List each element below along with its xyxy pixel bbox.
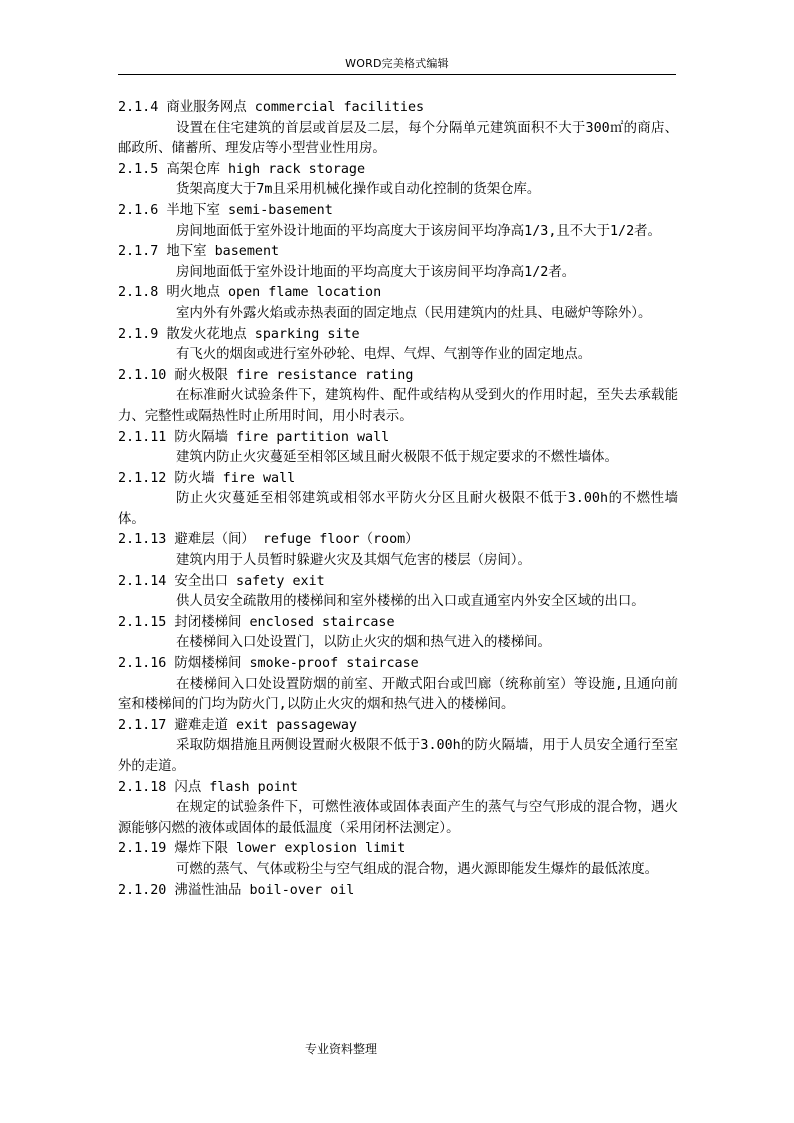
term-heading: 2.1.8 明火地点 open flame location [118, 285, 382, 301]
entry [118, 839, 678, 880]
entry [118, 366, 678, 428]
term-heading: 2.1.17 避难走道 exit passageway [118, 717, 357, 733]
term-heading: 2.1.20 沸溢性油品 boil-over oil [118, 882, 355, 898]
entry [118, 778, 678, 840]
term-definition: 在标准耐火试验条件下，建筑构件、配件或结构从受到火的作用时起，至失去承载能力、完整性或隔热性时止所用时间，用小时表示。 [118, 388, 678, 424]
term-heading: 2.1.10 耐火极限 fire resistance rating [118, 367, 414, 383]
entry [118, 283, 678, 324]
term-definition: 建筑内用于人员暂时躲避火灾及其烟气危害的楼层（房间）。 [176, 553, 531, 569]
term-definition: 有飞火的烟囱或进行室外砂轮、电焊、气焊、气割等作业的固定地点。 [176, 347, 592, 363]
term-definition: 采取防烟措施且两侧设置耐火极限不低于3.00h的防火隔墙，用于人员安全通行至室外的走道。 [118, 738, 678, 774]
term-heading: 2.1.16 防烟楼梯间 smoke-proof staircase [118, 656, 419, 672]
term-heading: 2.1.14 安全出口 safety exit [118, 573, 325, 589]
entry [118, 654, 678, 716]
entry [118, 572, 678, 613]
entry [118, 530, 678, 571]
term-heading: 2.1.15 封闭楼梯间 enclosed staircase [118, 614, 395, 630]
entry [118, 201, 678, 242]
term-heading: 2.1.4 商业服务网点 commercial facilities [118, 100, 425, 115]
entry [118, 160, 678, 201]
term-heading: 2.1.12 防火墙 fire wall [118, 470, 296, 486]
term-definition: 防止火灾蔓延至相邻建筑或相邻水平防火分区且耐火极限不低于3.00h的不燃性墙体。 [118, 491, 678, 527]
term-definition: 在楼梯间入口处设置防烟的前室、开敞式阳台或凹廊（统称前室）等设施,且通向前室和楼梯间的门均为防火门,以防止火灾的烟和热气进入的楼梯间。 [118, 676, 678, 713]
term-definition: 在规定的试验条件下，可燃性液体或固体表面产生的蒸气与空气形成的混合物，遇火源能够闪燃的液体或固体的最低温度（采用闭杯法测定）。 [118, 800, 678, 836]
term-definition: 房间地面低于室外设计地面的平均高度大于该房间平均净高1/2者。 [176, 264, 576, 280]
term-heading: 2.1.18 闪点 flash point [118, 779, 298, 795]
entry [118, 613, 678, 654]
term-definition: 货架高度大于7m且采用机械化操作或自动化控制的货架仓库。 [176, 182, 541, 198]
entry [118, 325, 678, 366]
term-heading: 2.1.6 半地下室 semi-basement [118, 202, 333, 218]
term-definition: 可燃的蒸气、气体或粉尘与空气组成的混合物，遇火源即能发生爆炸的最低浓度。 [176, 861, 659, 877]
term-definition: 房间地面低于室外设计地面的平均高度大于该房间平均净高1/3,且不大于1/2者。 [176, 223, 661, 239]
term-heading: 2.1.11 防火隔墙 fire partition wall [118, 429, 390, 445]
term-heading: 2.1.19 爆炸下限 lower explosion limit [118, 841, 406, 857]
entry [118, 242, 678, 283]
term-heading: 2.1.5 高架仓库 high rack storage [118, 161, 366, 177]
entry [118, 98, 678, 160]
term-heading: 2.1.9 散发火花地点 sparking site [118, 326, 360, 342]
entry [118, 881, 678, 902]
page-footer: 专业资料整理 [305, 1042, 378, 1056]
entry [118, 469, 678, 531]
term-definition: 在楼梯间入口处设置门，以防止火灾的烟和热气进入的楼梯间。 [176, 635, 551, 651]
term-definition: 设置在住宅建筑的首层或首层及二层，每个分隔单元建筑面积不大于300㎡的商店、邮政所、储蓄所、理发店等小型营业性用房。 [118, 120, 678, 157]
page-header: WORD完美格式编辑 [118, 54, 676, 75]
document-body [118, 98, 678, 901]
term-heading: 2.1.13 避难层（间） refuge floor（room） [118, 532, 419, 548]
term-heading: 2.1.7 地下室 basement [118, 244, 280, 260]
entry [118, 428, 678, 469]
term-definition: 建筑内防止火灾蔓延至相邻区域且耐火极限不低于规定要求的不燃性墙体。 [176, 450, 618, 466]
term-definition: 室内外有外露火焰或赤热表面的固定地点（民用建筑内的灶具、电磁炉等除外）。 [176, 305, 652, 321]
entry [118, 716, 678, 778]
term-definition: 供人员安全疏散用的楼梯间和室外楼梯的出入口或直通室内外安全区域的出口。 [176, 594, 645, 610]
